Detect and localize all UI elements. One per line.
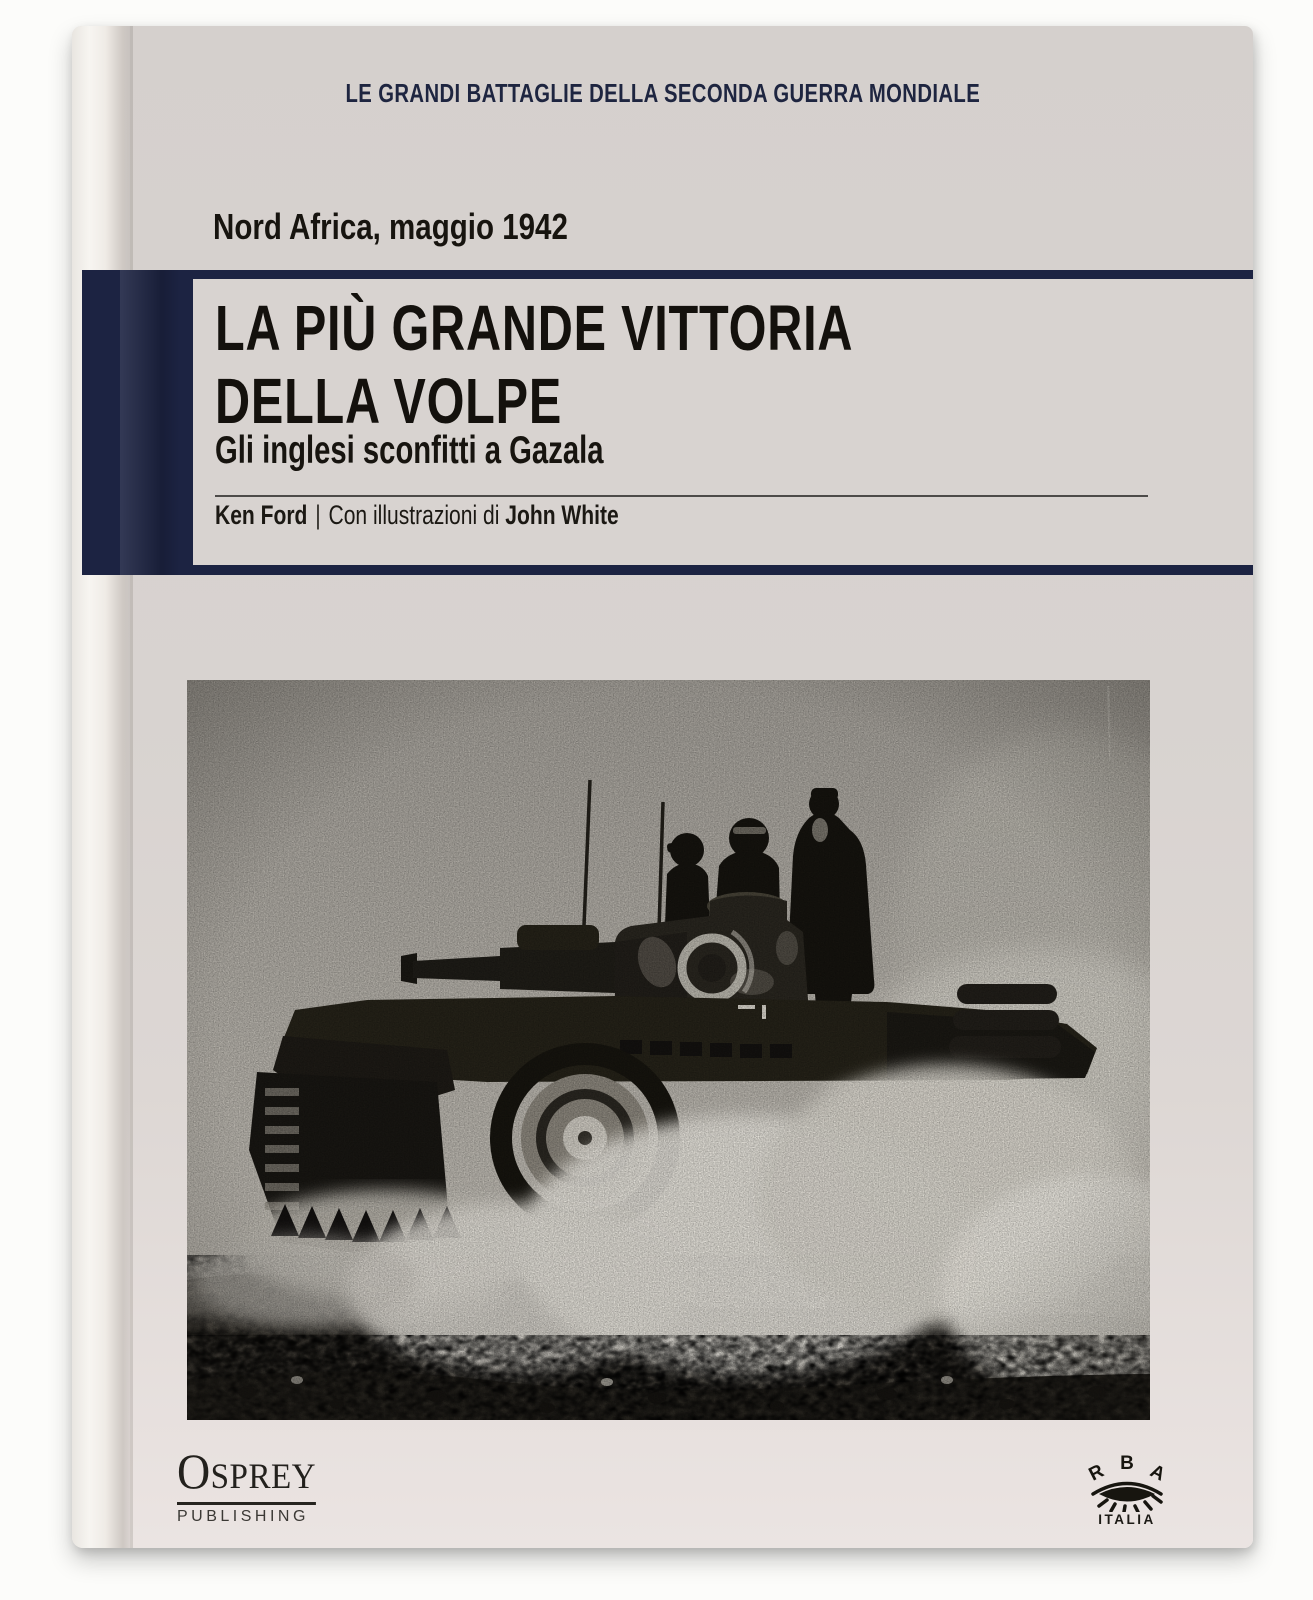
band-sheen — [120, 270, 180, 575]
book-title — [215, 292, 1055, 438]
illustrator-name: John White — [505, 500, 619, 530]
book-subtitle-text: Gli inglesi sconfitti a Gazala — [215, 429, 604, 472]
imprint-letter: A — [1146, 1460, 1169, 1486]
illustration-credit: Con illustrazioni di — [328, 500, 500, 530]
series-banner-text: LE GRANDI BATTAGLIE DELLA SECONDA GUERRA MONDIALE — [345, 78, 980, 108]
imprint-country: ITALIA — [1098, 1512, 1156, 1527]
vignette — [187, 680, 1150, 1420]
imprint-letter: B — [1120, 1454, 1134, 1474]
publisher-logo — [177, 1443, 328, 1526]
publisher-name — [177, 1443, 317, 1505]
imprint-logo — [1079, 1454, 1175, 1512]
kicker-text: Nord Africa, maggio 1942 — [213, 206, 568, 247]
author-separator: | — [315, 500, 321, 530]
author-line — [215, 499, 733, 531]
book-cover — [72, 26, 1253, 1548]
divider-rule — [215, 495, 1148, 497]
publisher-name-rest: SPREY — [210, 1456, 317, 1496]
series-banner — [72, 78, 1253, 109]
publisher-name-initial: O — [177, 1443, 211, 1499]
spine-crease — [130, 26, 133, 1548]
imprint-letter: R — [1085, 1460, 1108, 1486]
kicker — [213, 206, 646, 248]
book-title-line1: LA PIÙ GRANDE VITTORIA — [215, 292, 854, 364]
book-subtitle — [215, 429, 733, 473]
cover-photo — [187, 680, 1150, 1420]
publisher-tagline: PUBLISHING — [177, 1508, 309, 1525]
book-title-line2: DELLA VOLPE — [215, 365, 563, 437]
eye-icon — [1093, 1484, 1161, 1513]
author-name: Ken Ford — [215, 500, 308, 530]
book-spine — [72, 26, 130, 1548]
cover-photo-frame — [187, 680, 1150, 1420]
